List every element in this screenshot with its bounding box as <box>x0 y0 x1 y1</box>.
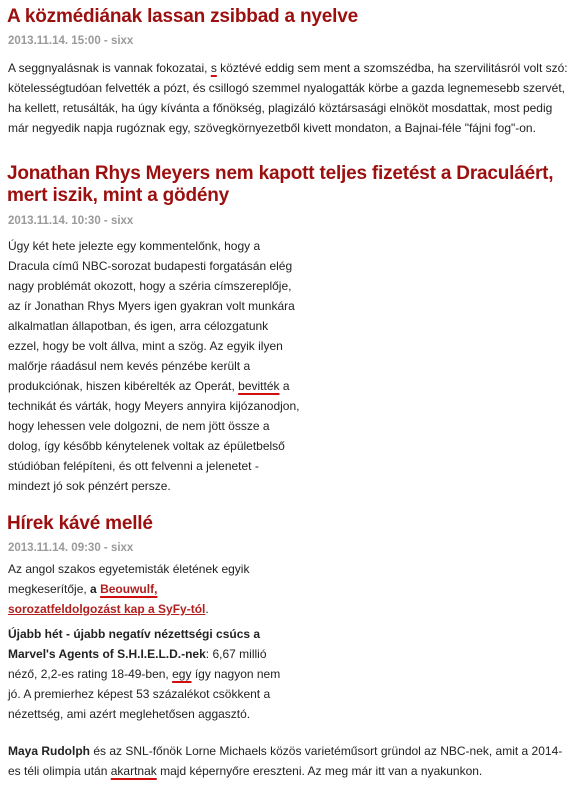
post-meta-1: 2013.11.14. 15:00 - sixx <box>8 35 134 47</box>
news-item-2-text-b: így nagyon nem jó. A premierhez képest 53 százalékot csökkent a nézettség, ami azért meglehetősen aggasztó. <box>8 667 281 721</box>
post-body-2 <box>8 236 300 496</box>
post-title-3-text[interactable]: Hírek kávé mellé <box>7 513 153 534</box>
news-item-2-bold: Újabb hét - újabb negatív nézettségi csúcs a Marvel's Agents of S.H.I.E.L.D.-nek <box>8 627 261 661</box>
post-title-2-text[interactable]: Jonathan Rhys Meyers nem kapott teljes fizetést a Draculáért, mert iszik, mint a gödény <box>7 163 554 206</box>
news-item-3-text-b: majd képernyőre ereszteni. Az meg már itt van a nyakunkon. <box>160 764 483 778</box>
post-meta-3: 2013.11.14. 09:30 - sixx <box>8 542 134 554</box>
news-item-2-text-a: : 6,67 millió néző, 2,2-es rating 18-49-ben, <box>8 647 267 681</box>
news-item-1-bold: a <box>90 582 97 596</box>
news-item-2 <box>8 624 290 724</box>
news-item-3-text-a: és az SNL-főnök Lorne Michaels közös varietéműsort gründol az NBC-nek, amit a 2014-es téli olimpia után <box>8 744 563 778</box>
beowulf-link[interactable]: Beouwulf, <box>100 582 158 596</box>
post-title-1-text[interactable]: A közmédiának lassan zsibbad a nyelve <box>7 6 358 27</box>
spell-error-4: akartnak <box>110 764 157 778</box>
post-title-2[interactable] <box>7 163 582 207</box>
post-title-3[interactable] <box>7 513 567 535</box>
post-body-2-text-a: Úgy két hete jelezte egy kommentelőnk, hogy a Dracula című NBC-sorozat budapesti forgatásán elég nagy problémát okozott, hogy a széria címszereplője, az ír Jonathan Rhys Myers igen gyakran volt munkára alkalmatlan állapotban, és igen, arra célozgatunk ezzel, hogy be volt állva, mint a szög. Az egyik ilyen malőrje ráadásul nem kevés pénzébe került a produkciónak, hiszen kibérelték az Operát, <box>8 239 295 393</box>
post-meta-2: 2013.11.14. 10:30 - sixx <box>8 215 134 227</box>
syfy-series-link[interactable]: sorozatfeldolgozást kap a SyFy-tól <box>8 602 206 616</box>
news-item-1-end: . <box>205 602 209 616</box>
spell-error-2: bevitték <box>238 379 280 393</box>
spell-error-3: egy <box>172 667 192 681</box>
post-body-1-text-b: köztévé eddig sem ment a szomszédba, ha szervilitásról volt szó: kötelességtudóan felvették a pózt, és csillogó szemmel nyalogatták körbe a gazda legnemesebb szervét, ha kellett, retusálták, ha úgy kívánta a főnökség, plagizáló köztársasági elnököt mosdattak, most pedig már negyedik napja rugóznak egy, szövegkörnyezetből kivett mondaton, a Bajnai-féle "fájni fog"-on. <box>8 61 568 135</box>
news-item-1 <box>8 559 273 619</box>
news-item-1-text: Az angol szakos egyetemisták életének egyik megkeserítője, <box>8 562 250 596</box>
news-item-3 <box>8 741 573 781</box>
post-title-1[interactable] <box>7 6 577 28</box>
post-body-2-text-b: a technikát és várták, hogy Meyers annyira kijózanodjon, hogy lehessen vele dolgozni, de nem jött össze a dolog, így később kénytelenek voltak az épületbelső stúdióban felépíteni, és ott felvenni a jelenetet - mindezt jó sok pénzért persze. <box>8 379 300 493</box>
post-body-1-text-a: A seggnyalásnak is vannak fokozatai, <box>8 61 208 75</box>
news-item-3-bold: Maya Rudolph <box>8 744 91 758</box>
post-body-1 <box>8 58 576 138</box>
spell-error-1: s <box>210 61 217 75</box>
